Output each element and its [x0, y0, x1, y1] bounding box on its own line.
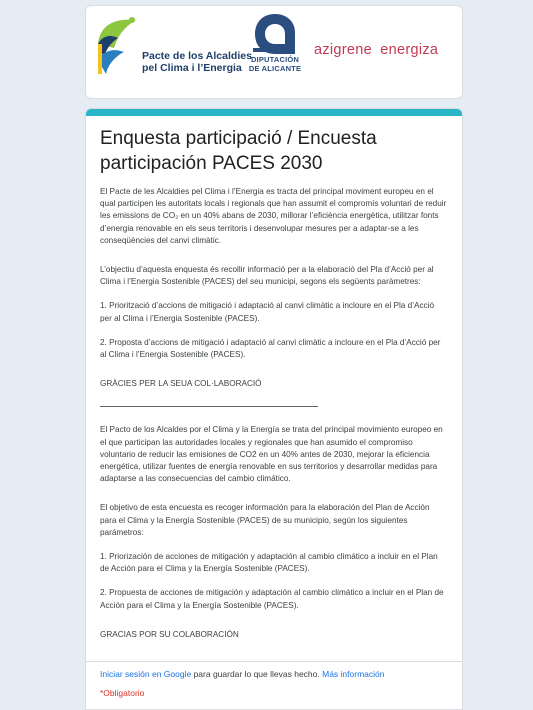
description-paragraph: El Pacte de les Alcaldies pel Clima i l’Energia es tracta del principal moviment europeu en el qual participen les autoritats locals i regionals que han assumit el compromís voluntari de reduir les emissions de CO₂ en un 40% abans de 2030, millorar l’eficiència energètica, utilitzar fonts d’energia renovable en els seus territoris i desenvolupar mesures per a adaptar-se a les conseqüències del canvi climàtic.	[100, 187, 447, 245]
description-paragraph: L’objectiu d’aquesta enquesta és recollir informació per a la elaboració del Pla d’Acció per al Clima i l’Energia Sostenible (PACES) del seu municipi, segons els següents paràmetres:	[100, 265, 434, 287]
description-paragraph: GRACIAS POR SU COLABORACIÓN	[100, 629, 239, 639]
pacte-alcaldies-logo	[96, 14, 252, 86]
form-accent-bar	[86, 109, 462, 116]
pacte-logo-line1: Pacte de los Alcaldies	[142, 50, 252, 62]
signin-notice	[100, 669, 384, 679]
form-description	[100, 186, 448, 641]
form-description-card	[85, 108, 463, 710]
pacte-logo-text	[142, 50, 252, 74]
required-note: *Obligatorio	[100, 688, 145, 698]
pacte-leaves-icon	[96, 14, 138, 76]
description-paragraph: 1. Priorización de acciones de mitigación y adaptación al cambio climático a incluir en el Plan de Acción para el Clima y la Energía Sostenible (PACES).	[100, 552, 438, 574]
azigrene-energiza-logo: azigrene energiza	[314, 42, 439, 58]
diputacion-text	[244, 56, 306, 73]
more-info-link[interactable]: Más información	[322, 669, 385, 679]
header-banner	[85, 5, 463, 99]
diputacion-line1: DIPUTACIÓN	[250, 55, 300, 64]
pacte-logo-line2: pel Clima i l’Energia	[142, 62, 242, 74]
description-paragraph: 2. Propuesta de acciones de mitigación y adaptación al cambio climático a incluir en el Plan de Acción para el Clima y la Energía Sostenible (PACES).	[100, 588, 444, 610]
form-title: Enquesta participació / Encuesta participación PACES 2030	[100, 128, 377, 174]
diputacion-alicante-logo	[244, 12, 306, 88]
diputacion-line2: DE ALICANTE	[248, 63, 302, 73]
description-paragraph: El objetivo de esta encuesta es recoger información para la elaboración del Plan de Acción para el Clima y la Energía Sostenible (PACES) de su municipio, según los siguientes parámetros:	[100, 503, 430, 537]
description-paragraph: 1. Priorització d’accions de mitigació i adaptació al canvi climàtic a incloure en el Pla d’Acció per al Clima i l’Energia Sostenible (PACES).	[100, 301, 435, 323]
diputacion-a-icon	[249, 12, 301, 56]
description-paragraph: GRÀCIES PER LA SEUA COL·LABORACIÓ	[100, 379, 262, 389]
card-divider	[86, 661, 462, 662]
description-paragraph: El Pacto de los Alcaldes por el Clima y la Energía se trata del principal movimiento europeo en el que participan las autoridades locales y regionales que han asumido el compromiso voluntario de reducir las emisiones de CO2 en un 40% antes de 2030, mejorar la eficiencia energética, utilizar fuentes de energía renovable en sus territorios y desarrollar medidas para adaptarse a las consecuencias del cambio climático.	[100, 425, 443, 484]
signin-link[interactable]: Iniciar sesión en Google	[100, 669, 192, 679]
signin-text: para guardar lo que llevas hecho.	[191, 669, 323, 679]
description-paragraph: 2. Proposta d’accions de mitigació i adaptació al canvi climàtic a incloure en el Pla d’Acció per al Clima i l’Energia Sostenible (PACES).	[100, 337, 441, 360]
